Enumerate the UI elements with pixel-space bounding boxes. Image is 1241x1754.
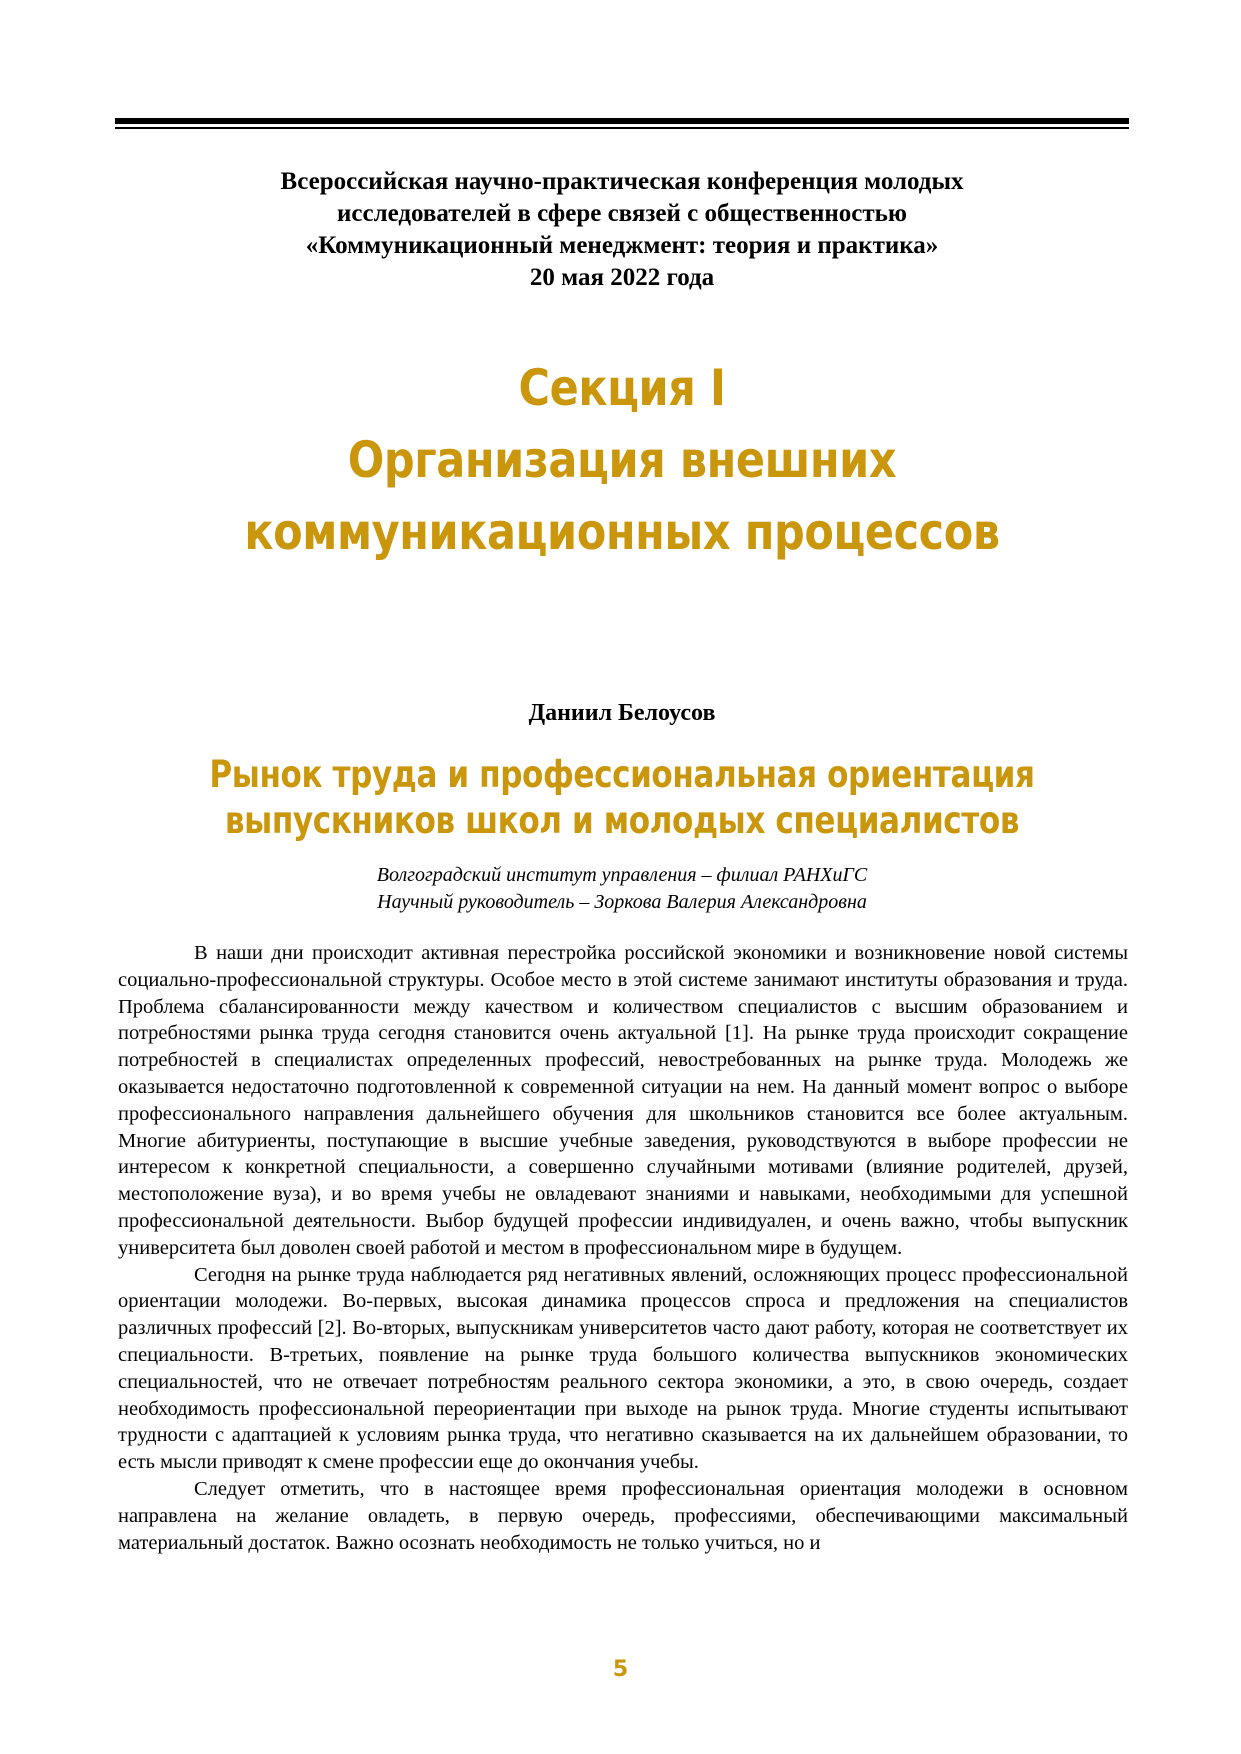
affiliation-block (115, 862, 1129, 916)
header-rule-thin (115, 127, 1129, 129)
page-number: 5 (612, 1657, 629, 1682)
body-paragraph: Сегодня на рынке труда наблюдается ряд негативных явлений, осложняющих процесс профессиональной ориентации молодежи. Во-первых, высокая динамика процессов спроса и предложения на специалистов различных профессий [2]. Во-вторых, выпускникам университетов часто дают работу, которая не соответствует их специальности. В-третьих, появление на рынке труда большого количества выпускников экономических специальностей, что не отвечает потребностям реального сектора экономики, а это, в свою очередь, создает необходимость профессиональной переориентации при выходе на рынок труда. Многие студенты испытывают трудности с адаптацией к условиям рынка труда, что негативно сказывается на их дальнейшем образовании, то есть мысли приводят к смене профессии еще до окончания учебы. (118, 1263, 1128, 1474)
article-title (196, 752, 1048, 844)
supervisor: Научный руководитель – Зоркова Валерия Александровна (377, 891, 867, 913)
section-title-line: Организация внешних (347, 431, 897, 489)
conference-line: исследователей в сфере связей с общественностью (336, 200, 907, 227)
conference-date: 20 мая 2022 года (529, 264, 715, 291)
affiliation: Волгоградский институт управления – филиал РАНХиГС (376, 864, 868, 886)
body-paragraph: В наши дни происходит активная перестройка российской экономики и возникновение новой системы социально-профессиональной структуры. Особое место в этой системе занимают институты образования и труда. Проблема сбалансированности между качеством и количеством специалистов с высшим образованием и потребностями рынка труда сегодня становится очень актуальной [1]. На рынке труда происходит сокращение потребностей в специалистах определенных профессий, невостребованных на рынке труда. Молодежь же оказывается недостаточно подготовленной к современной ситуации на нем. На данный момент вопрос о выборе профессионального направления дальнейшего обучения для школьников становится все более актуальным. Многие абитуриенты, поступающие в высшие учебные заведения, руководствуются в выборе профессии не интересом к конкретной специальности, а совершенно случайными мотивами (влияние родителей, друзей, местоположение вуза), и во время учебы не овладевают знаниями и навыками, необходимыми для успешной профессиональной деятельности. Выбор будущей профессии индивидуален, и очень важно, чтобы выпускник университета был доволен своей работой и местом в профессиональном мире в будущем. (118, 942, 1128, 1259)
body-paragraph: Следует отметить, что в настоящее время профессиональная ориентация молодежи в основном направлена на желание овладеть, в первую очередь, профессиями, обеспечивающими максимальный материальный достаток. Важно осознать необходимость не только учиться, но и (118, 1477, 1128, 1554)
conference-line: «Коммуникационный менеджмент: теория и практика» (305, 232, 939, 259)
header-rule (115, 118, 1129, 129)
article-title-line: выпускников школ и молодых специалистов (224, 799, 1020, 842)
article-body (118, 940, 1128, 1556)
header-rule-thick (115, 118, 1129, 124)
section-title-line: коммуникационных процессов (244, 503, 1000, 561)
article-title-line: Рынок труда и профессиональная ориентация (209, 753, 1035, 796)
conference-header (115, 166, 1129, 294)
section-number: Секция I (518, 359, 726, 417)
conference-line: Всероссийская научно-практическая конференция молодых (280, 168, 964, 195)
section-heading (186, 352, 1058, 568)
article-author: Даниил Белоусов (528, 700, 716, 726)
